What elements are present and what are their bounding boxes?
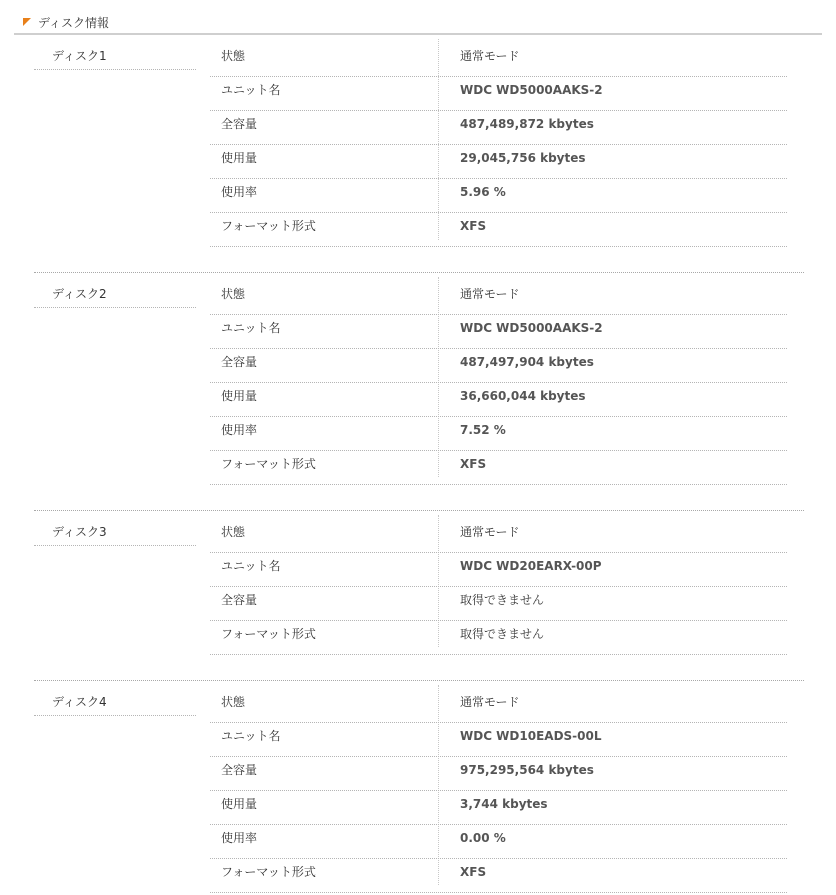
row-label: 状態 [221, 695, 246, 709]
row-label: 全容量 [221, 355, 258, 369]
row-label: 全容量 [221, 763, 258, 777]
disk-label: ディスク2 [34, 281, 196, 308]
row-value: 0.00 % [460, 831, 506, 845]
row-value: XFS [460, 865, 487, 879]
row-label: ユニット名 [221, 729, 281, 743]
row-label: 使用量 [221, 797, 258, 811]
row-label: 使用率 [221, 423, 258, 437]
info-row [210, 519, 787, 553]
row-value: 3,744 kbytes [460, 797, 548, 811]
info-row [210, 587, 787, 621]
row-label: フォーマット形式 [221, 457, 316, 471]
disk-label: ディスク4 [34, 689, 196, 716]
info-row [210, 111, 787, 145]
row-label: 状態 [221, 525, 246, 539]
info-row [210, 145, 787, 179]
row-value: 975,295,564 kbytes [460, 763, 594, 777]
row-value: WDC WD10EADS-00L [460, 729, 602, 743]
section-title: ディスク情報 [38, 16, 110, 30]
row-value: WDC WD5000AAKS-2 [460, 83, 603, 97]
info-row [210, 451, 787, 485]
info-row [210, 757, 787, 791]
info-row [210, 281, 787, 315]
row-value: 通常モード [460, 525, 520, 539]
row-value: 487,489,872 kbytes [460, 117, 594, 131]
info-row [210, 825, 787, 859]
info-row [210, 383, 787, 417]
row-label: 使用量 [221, 389, 258, 403]
info-row [210, 349, 787, 383]
info-row [210, 315, 787, 349]
info-row [210, 791, 787, 825]
info-row [210, 43, 787, 77]
info-row [210, 621, 787, 655]
row-label: 状態 [221, 49, 246, 63]
info-row [210, 689, 787, 723]
row-label: フォーマット形式 [221, 627, 316, 641]
row-value: 通常モード [460, 695, 520, 709]
row-label: 全容量 [221, 593, 258, 607]
info-row [210, 553, 787, 587]
row-value: 7.52 % [460, 423, 506, 437]
row-label: 使用率 [221, 831, 258, 845]
info-row [210, 213, 787, 247]
row-value: 通常モード [460, 287, 520, 301]
row-value: 取得できません [460, 593, 545, 607]
row-label: ユニット名 [221, 321, 281, 335]
disk-label: ディスク3 [34, 519, 196, 546]
row-value: 36,660,044 kbytes [460, 389, 586, 403]
row-value: XFS [460, 219, 487, 233]
row-label: 状態 [221, 287, 246, 301]
info-row [210, 723, 787, 757]
row-value: 487,497,904 kbytes [460, 355, 594, 369]
row-value: XFS [460, 457, 487, 471]
row-value: 29,045,756 kbytes [460, 151, 586, 165]
section-header [14, 13, 822, 35]
row-value: 5.96 % [460, 185, 506, 199]
info-row [210, 417, 787, 451]
row-label: 使用率 [221, 185, 258, 199]
info-row [210, 179, 787, 213]
row-value: WDC WD20EARX-00P [460, 559, 602, 573]
info-row [210, 859, 787, 893]
info-row [210, 77, 787, 111]
row-value: 通常モード [460, 49, 520, 63]
corner-arrow-icon [23, 18, 31, 26]
row-label: ユニット名 [221, 559, 281, 573]
row-label: ユニット名 [221, 83, 281, 97]
row-label: フォーマット形式 [221, 219, 316, 233]
row-label: 全容量 [221, 117, 258, 131]
row-label: 使用量 [221, 151, 258, 165]
row-label: フォーマット形式 [221, 865, 316, 879]
disk-separator [34, 680, 804, 681]
disk-label: ディスク1 [34, 43, 196, 70]
row-value: WDC WD5000AAKS-2 [460, 321, 603, 335]
row-value: 取得できません [460, 627, 545, 641]
disk-separator [34, 510, 804, 511]
disk-separator [34, 272, 804, 273]
